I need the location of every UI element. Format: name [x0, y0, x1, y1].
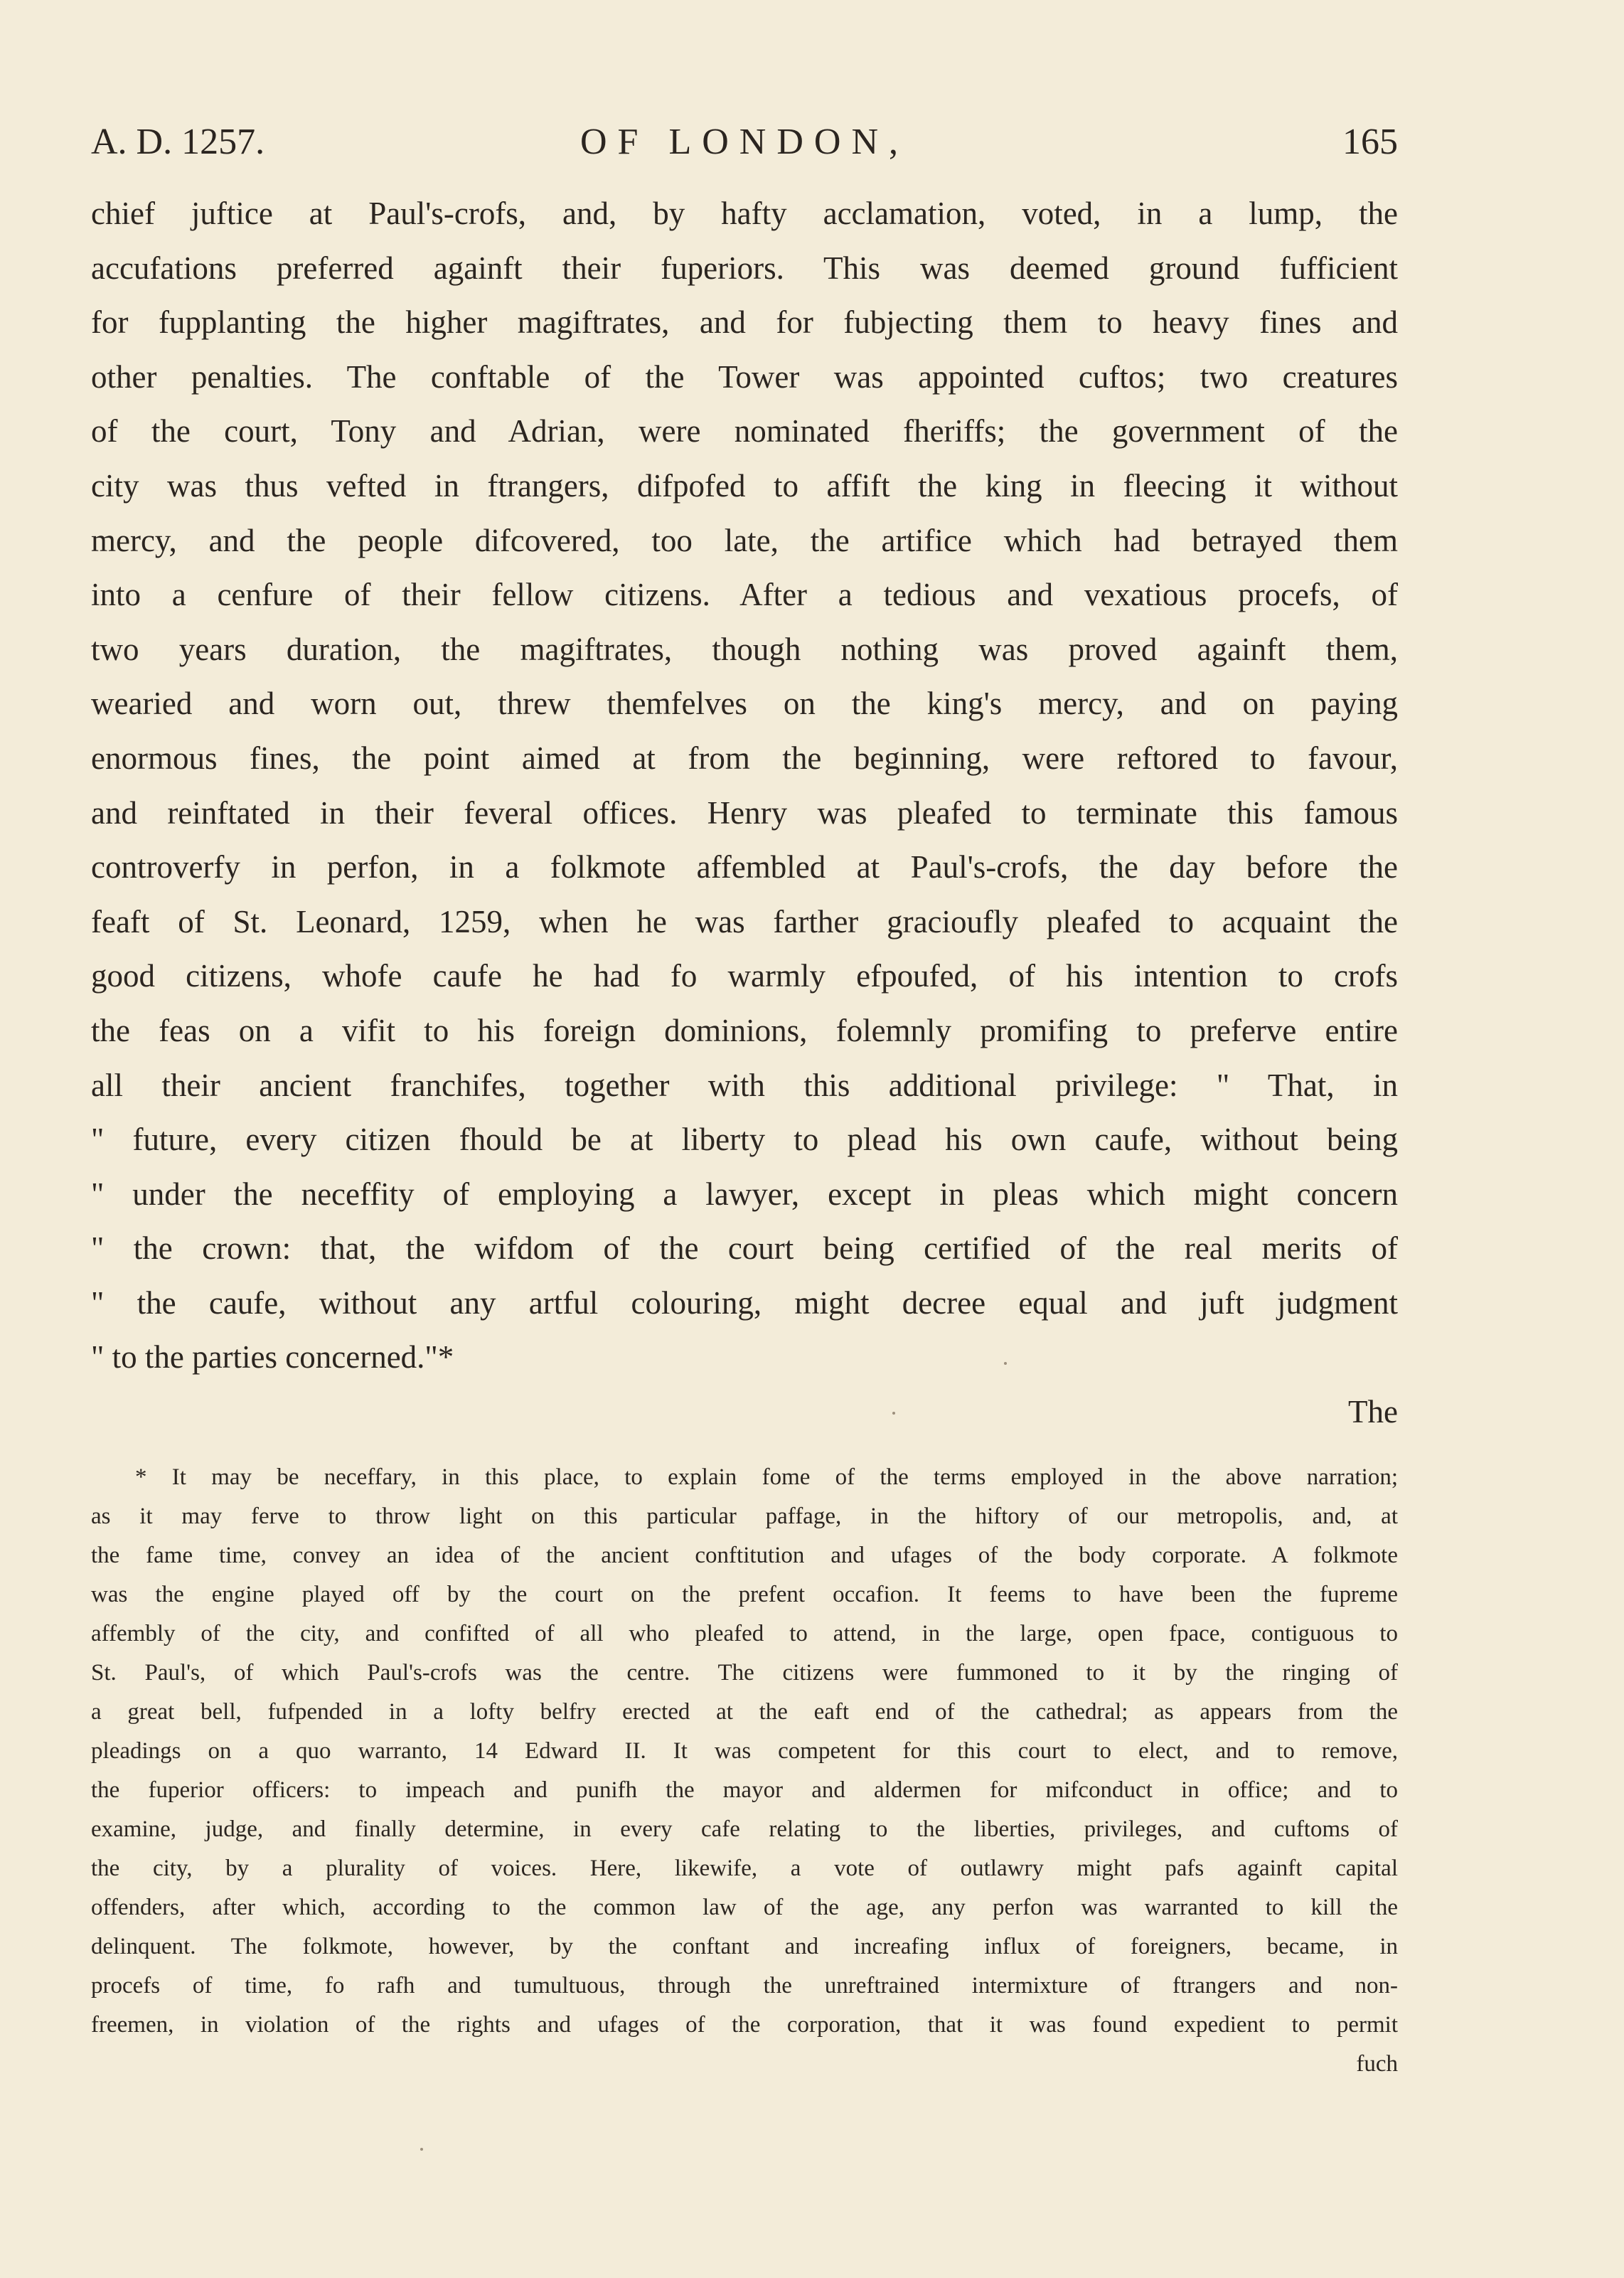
- text-line: good citizens, whofe caufe he had fo warmly efpoufed, of his intention to crofs: [91, 958, 1398, 994]
- footnote-line: * It may be neceffary, in this place, to explain fome of the terms employed in the above narration;: [135, 1464, 1398, 1490]
- footnote-line: the fame time, convey an idea of the ancient conftitution and ufages of the body corporate. A folkmote: [91, 1543, 1398, 1568]
- footnote-line: pleadings on a quo warranto, 14 Edward II. It was competent for this court to elect, and to remove,: [91, 1738, 1398, 1764]
- catchword: The: [1348, 1394, 1398, 1430]
- footnote-line: procefs of time, fo rafh and tumultuous, through the unreftrained intermixture of ftrangers and non-: [91, 1973, 1398, 1998]
- footnote: [91, 1458, 1398, 2084]
- header-date: A. D. 1257.: [91, 122, 265, 162]
- text-line: two years duration, the magiftrates, though nothing was proved againft them,: [91, 631, 1398, 667]
- text-line: accufations preferred againft their fuperiors. This was deemed ground fufficient: [91, 250, 1398, 286]
- text-line: enormous fines, the point aimed at from the beginning, were reftored to favour,: [91, 740, 1398, 776]
- footnote-line: a great bell, fufpended in a lofty belfry erected at the eaft end of the cathedral; as appears from the: [91, 1699, 1398, 1725]
- footnote-line: St. Paul's, of which Paul's-crofs was the centre. The citizens were fummoned to it by the ringing of: [91, 1660, 1398, 1686]
- text-line: controverfy in perfon, in a folkmote affembled at Paul's-crofs, the day before the: [91, 849, 1398, 885]
- text-line: other penalties. The conftable of the Tower was appointed cuftos; two creatures: [91, 358, 1398, 395]
- text-line: " the caufe, without any artful colouring, might decree equal and juft judgment: [91, 1284, 1398, 1321]
- running-header: [91, 115, 1398, 169]
- text-line: mercy, and the people difcovered, too late, the artifice which had betrayed them: [91, 522, 1398, 558]
- footnote-line: freemen, in violation of the rights and ufages of the corporation, that it was found expedient to permit: [91, 2012, 1398, 2038]
- text-line: of the court, Tony and Adrian, were nominated fheriffs; the government of the: [91, 413, 1398, 449]
- text-line: feaft of St. Leonard, 1259, when he was farther gracioufly pleafed to acquaint the: [91, 903, 1398, 940]
- paper-speck: [892, 1412, 895, 1415]
- footnote-line: was the engine played off by the court on the prefent occafion. It feems to have been the fupreme: [91, 1582, 1398, 1607]
- footnote-line: examine, judge, and finally determine, in every cafe relating to the liberties, privileges, and cuftoms of: [91, 1816, 1398, 1842]
- footnote-line: offenders, after which, according to the common law of the age, any perfon was warranted to kill the: [91, 1895, 1398, 1920]
- footnote-line: as it may ferve to throw light on this particular paffage, in the hiftory of our metropolis, and, at: [91, 1503, 1398, 1529]
- text-line: the feas on a vifit to his foreign dominions, folemnly promifing to preferve entire: [91, 1012, 1398, 1048]
- footnote-line: affembly of the city, and confifted of all who pleafed to attend, in the large, open fpace, contiguous to: [91, 1621, 1398, 1646]
- paper-speck: [1004, 1362, 1007, 1365]
- text-line: city was thus vefted in ftrangers, difpofed to affift the king in fleecing it without: [91, 467, 1398, 504]
- text-line: chief juftice at Paul's-crofs, and, by hafty acclamation, voted, in a lump, the: [91, 196, 1398, 231]
- paper-speck: [420, 2148, 423, 2151]
- text-line: and reinftated in their feveral offices. Henry was pleafed to terminate this famous: [91, 794, 1398, 831]
- footnote-line: delinquent. The folkmote, however, by the conftant and increafing influx of foreigners, became, in: [91, 1934, 1398, 1959]
- text-line: for fupplanting the higher magiftrates, and for fubjecting them to heavy fines and: [91, 304, 1398, 341]
- footnote-line: the fuperior officers: to impeach and punifh the mayor and aldermen for mifconduct in office; and to: [91, 1777, 1398, 1803]
- header-title: OF LONDON,: [580, 122, 909, 162]
- text-line: wearied and worn out, threw themfelves on the king's mercy, and on paying: [91, 686, 1398, 722]
- text-line: " the crown: that, the wifdom of the court being certified of the real merits of: [91, 1230, 1398, 1267]
- text-line: all their ancient franchifes, together with this additional privilege: " That, in: [91, 1067, 1398, 1103]
- page-number: 165: [1342, 122, 1398, 162]
- footnote-line: the city, by a plurality of voices. Here, likewife, a vote of outlawry might pafs againft capital: [91, 1856, 1398, 1881]
- footnote-catchword: fuch: [1356, 2051, 1398, 2077]
- text-line: " under the neceffity of employing a lawyer, except in pleas which might concern: [91, 1176, 1398, 1212]
- text-line: " future, every citizen fhould be at liberty to plead his own caufe, without being: [91, 1122, 1398, 1158]
- text-line: into a cenfure of their fellow citizens. After a tedious and vexatious procefs, of: [91, 577, 1398, 613]
- main-text: [91, 186, 1398, 1439]
- text-line: " to the parties concerned."*: [91, 1339, 454, 1375]
